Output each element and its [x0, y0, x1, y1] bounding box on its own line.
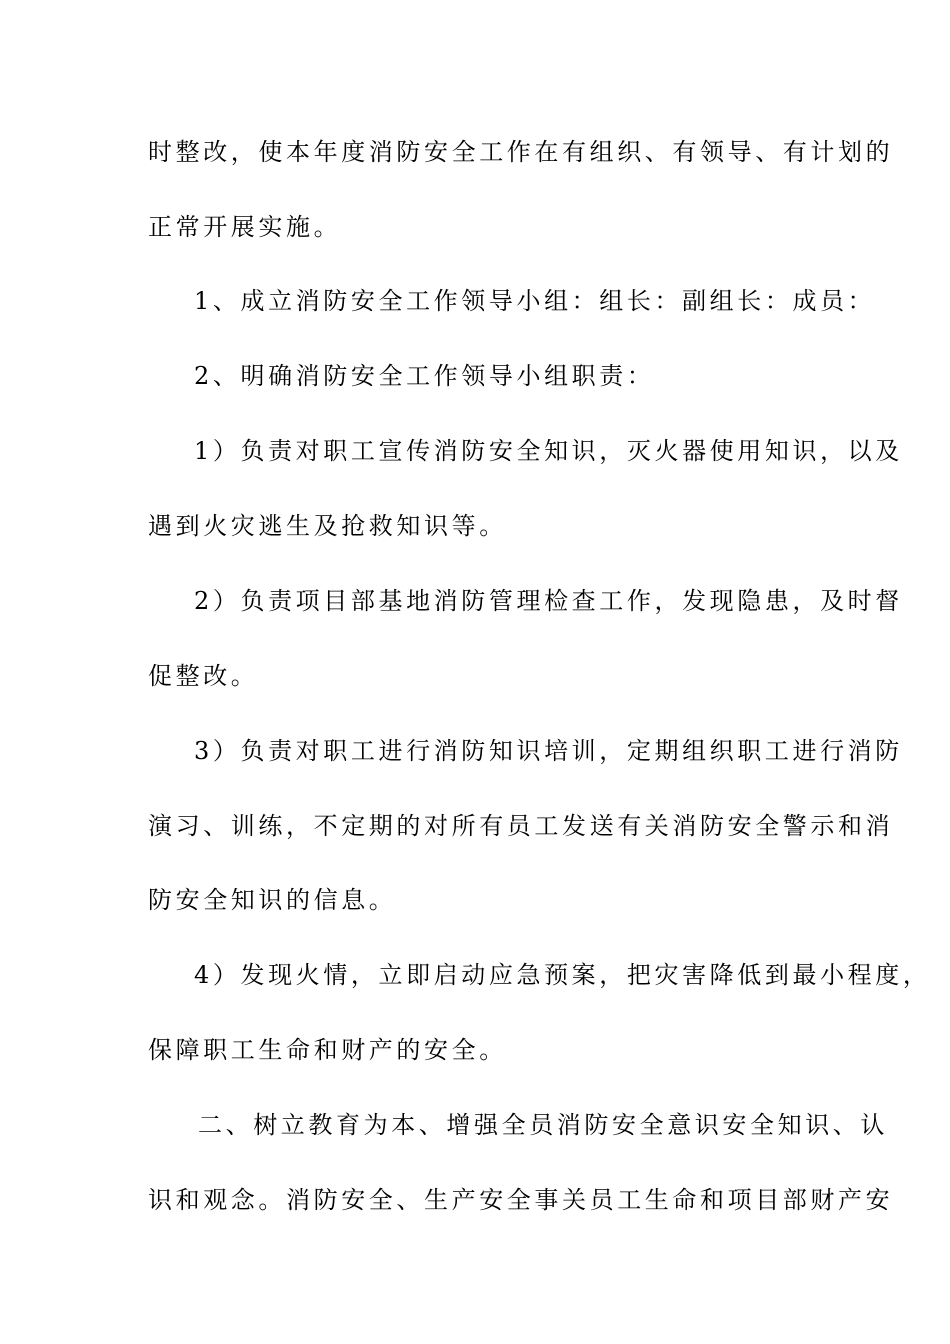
paragraph-line: 保障职工生命和财产的安全。 — [148, 1036, 507, 1064]
paragraph-line: 促整改。 — [148, 662, 259, 690]
list-item: 2）负责项目部基地消防管理检查工作，发现隐患，及时督 — [194, 587, 903, 615]
list-item: 3）负责对职工进行消防知识培训，定期组织职工进行消防 — [194, 737, 903, 765]
paragraph-line: 时整改，使本年度消防安全工作在有组织、有领导、有计划的 — [148, 138, 894, 166]
paragraph-line: 识和观念。消防安全、生产安全事关员工生命和项目部财产安 — [148, 1186, 894, 1214]
list-item: 1）负责对职工宣传消防安全知识，灭火器使用知识，以及 — [194, 437, 903, 465]
paragraph-line: 防安全知识的信息。 — [148, 886, 397, 914]
section-heading-line: 二、树立教育为本、增强全员消防安全意识安全知识、认 — [198, 1111, 888, 1139]
paragraph-line: 遇到火灾逃生及抢救知识等。 — [148, 512, 507, 540]
list-item: 1、成立消防安全工作领导小组：组长：副组长：成员： — [194, 287, 876, 315]
list-item: 2、明确消防安全工作领导小组职责： — [194, 362, 655, 390]
list-item: 4）发现火情，立即启动应急预案，把灾害降低到最小程度， — [194, 961, 931, 989]
paragraph-line: 正常开展实施。 — [148, 213, 342, 241]
paragraph-line: 演习、训练，不定期的对所有员工发送有关消防安全警示和消 — [148, 812, 894, 840]
